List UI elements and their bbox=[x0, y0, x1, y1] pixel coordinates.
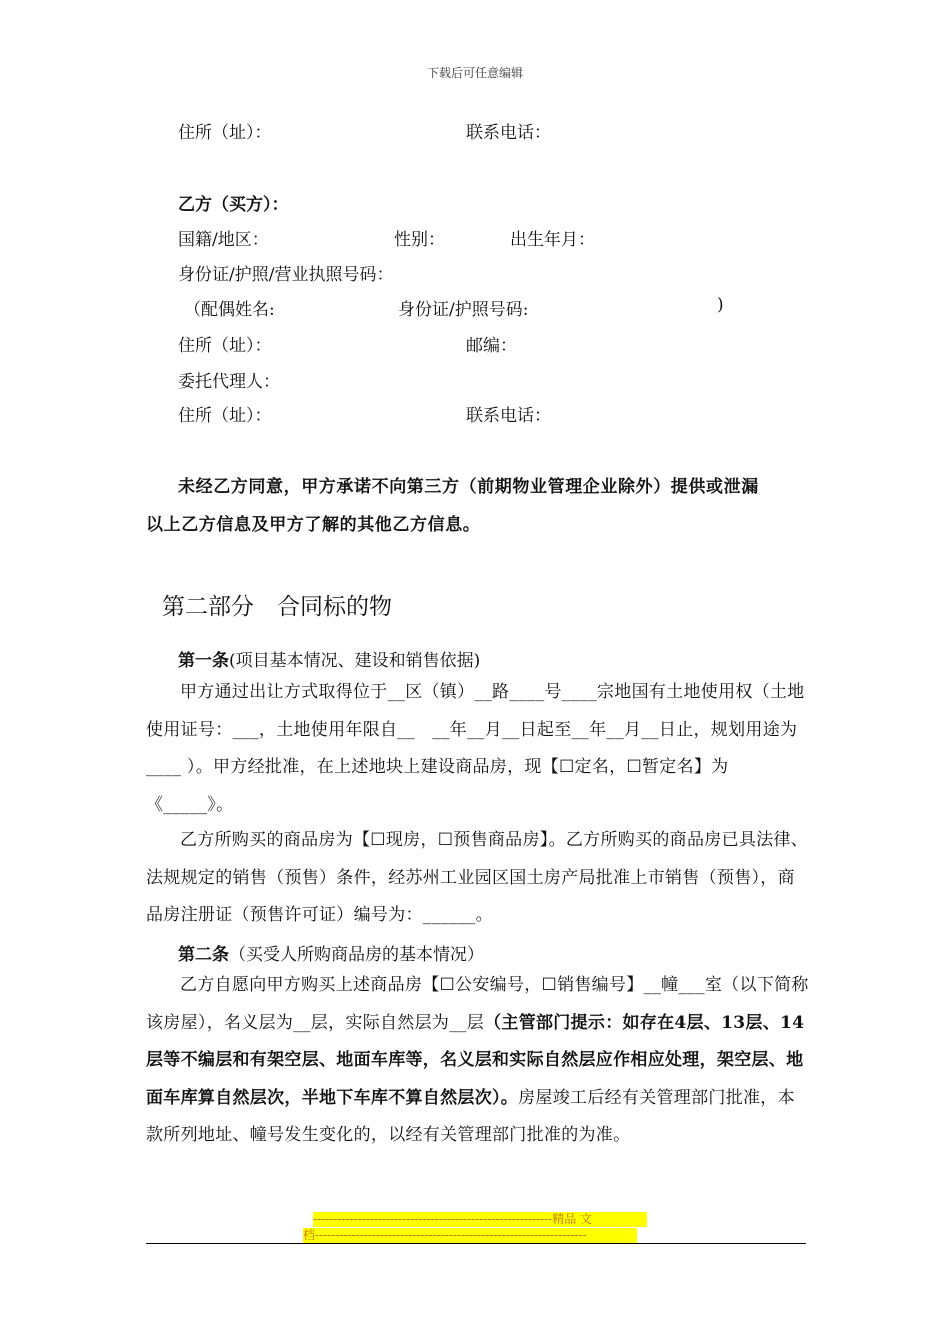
article2-lead: 乙方自愿向甲方购买上述商品房【☐公安编号，☐销售编号】__幢___室（以下简称该房屋），名义层为__层，实际自然层为__层 bbox=[146, 975, 809, 1033]
footer-rule bbox=[146, 1243, 806, 1244]
header-note: 下载后可任意编辑 bbox=[426, 66, 523, 80]
agent-phone-label: 联系电话： bbox=[466, 406, 551, 426]
article2-authority-note: （主管部门提示：如存在4层、13层、14层等不编层和有架空层、地面车库等，名义层和实际自然层应作相应处理，架空层、地面车库算自然层次，半地下车库不算自然层次）。 bbox=[146, 1012, 805, 1108]
article2-title-number: 第二条 bbox=[178, 945, 229, 965]
privacy-clause-line2: 以上乙方信息及甲方了解的其他乙方信息。 bbox=[146, 515, 481, 535]
privacy-clause-line1: 未经乙方同意，甲方承诺不向第三方（前期物业管理企业除外）提供或泄漏 bbox=[178, 477, 759, 497]
agent-address-label: 住所（址）： bbox=[178, 406, 272, 426]
article1-paragraph2: 乙方所购买的商品房为【☐现房，☐预售商品房】。乙方所购买的商品房已具法律、法规规定的销售（预售）条件，经苏州工业园区国土房产局批准上市销售（预售），商品房注册证（预售许可证）编号为：______。 bbox=[146, 830, 809, 925]
footer-band-line2: 档------------------------------------------------------------------- bbox=[303, 1228, 637, 1243]
seller-address-label: 住所（址）： bbox=[178, 123, 272, 143]
article2-title-subject: （买受人所购商品房的基本情况） bbox=[229, 945, 484, 965]
seller-phone-label: 联系电话： bbox=[466, 123, 551, 143]
article2-tail: 房屋竣工后经有关管理部门批准，本款所列地址、幢号发生变化的，以经有关管理部门批准的为准。 bbox=[146, 1087, 795, 1145]
spouse-id-label: 身份证/护照号码: bbox=[398, 300, 529, 320]
spouse-close-paren: ) bbox=[717, 295, 724, 315]
buyer-gender-label: 性别： bbox=[394, 230, 445, 250]
article1-title bbox=[178, 646, 480, 671]
part2-title: 第二部分 合同标的物 bbox=[162, 594, 392, 620]
buyer-address-label: 住所（址）： bbox=[178, 336, 272, 356]
article2-title bbox=[178, 940, 484, 965]
buyer-postcode-label: 邮编： bbox=[466, 336, 517, 356]
spouse-name-label: （配偶姓名: bbox=[184, 300, 275, 320]
buyer-heading: 乙方（买方）： bbox=[178, 195, 289, 215]
buyer-nationality-label: 国籍/地区： bbox=[178, 230, 269, 250]
article1-paragraph1: 甲方通过出让方式取得位于__区（镇）__路____号____宗地国有土地使用权（土地使用证号：___，土地使用年限自__ __年__月__日起至__年__月__日止，规划用途为____ ）。甲方经批准，在上述地块上建设商品房，现【☐定名，☐暂定名】为《_____》。 bbox=[146, 682, 805, 815]
footer-band-line1: -----------------------------------------------------------精品 文 bbox=[313, 1212, 647, 1227]
buyer-birth-label: 出生年月： bbox=[510, 230, 595, 250]
buyer-id-label: 身份证/护照/营业执照号码： bbox=[178, 265, 394, 285]
article2-paragraph bbox=[146, 967, 810, 1155]
agent-label: 委托代理人： bbox=[178, 372, 280, 392]
article1-title-number: 第一条 bbox=[178, 651, 229, 671]
article1-title-subject: (项目基本情况、建设和销售依据) bbox=[229, 651, 481, 671]
